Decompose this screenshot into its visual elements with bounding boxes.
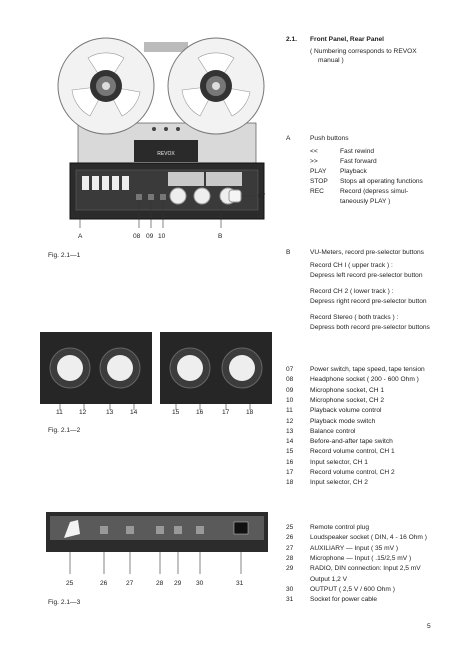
push-button-desc: taneously PLAY ) <box>340 198 391 205</box>
list-item-number: 27 <box>286 544 294 552</box>
list-item-number: 12 <box>286 417 294 425</box>
fig3-label-29: 29 <box>174 580 182 587</box>
list-item-number: 17 <box>286 469 294 476</box>
push-button-desc: Stops all operating functions <box>340 178 423 185</box>
figure-tape-recorder <box>56 28 274 246</box>
push-button-code: PLAY <box>310 168 327 175</box>
list-item-text: Microphone — Input ( .15/2,5 mV ) <box>310 554 412 562</box>
fig3-label-31: 31 <box>236 580 244 587</box>
list-item-number: 25 <box>286 524 294 531</box>
fig3-label-28: 28 <box>156 580 164 587</box>
record-item-head: Record CH I ( upper track ) : <box>310 262 393 269</box>
list-item-text: Record volume control, CH 1 <box>310 448 395 456</box>
section-subtitle-1: ( Numbering corresponds to REVOX <box>310 48 417 55</box>
list-item-text: Remote control plug <box>310 524 370 531</box>
list-item-number: 10 <box>286 396 294 404</box>
list-item-number: 11 <box>286 407 293 415</box>
fig2-label-13: 13 <box>106 409 114 416</box>
list-item-text: Input selector, CH 2 <box>310 479 368 487</box>
push-button-code: >> <box>310 158 318 165</box>
list-item-text: Output 1,2 V <box>310 575 348 583</box>
record-item-body: Depress both record pre-selector buttons <box>310 324 430 331</box>
list-item-text: Balance control <box>310 427 356 435</box>
list-item-number: 16 <box>286 458 294 466</box>
list-item-number: 18 <box>286 479 294 487</box>
fig3-caption: Fig. 2.1—3 <box>48 599 81 606</box>
brand-logo: REVOX <box>157 151 175 157</box>
list-item-text: AUXILIARY — Input ( 35 mV ) <box>310 544 399 552</box>
figure-rear-panel <box>46 510 272 576</box>
push-button-code: << <box>310 148 318 155</box>
section-title: Front Panel, Rear Panel <box>310 36 385 43</box>
section-number: 2.1. <box>286 36 297 43</box>
push-button-desc: Playback <box>340 168 367 175</box>
section-b-letter: B <box>286 249 291 256</box>
push-button-code: STOP <box>310 178 328 185</box>
page-number: 5 <box>427 623 431 630</box>
list-item-number: 07 <box>286 366 294 373</box>
list-item-text: Before-and-after tape switch <box>310 438 393 446</box>
list-item-text: Input selector, CH 1 <box>310 458 368 466</box>
fig2-caption: Fig. 2.1—2 <box>48 427 81 434</box>
list-item-number: 08 <box>286 376 294 384</box>
list-item-number: 28 <box>286 554 294 562</box>
push-button-desc: Fast forward <box>340 158 377 165</box>
list-item-text: Playback volume control <box>310 407 382 415</box>
fig2-label-14: 14 <box>130 409 138 416</box>
list-item-text: Power switch, tape speed, tape tension <box>310 366 425 373</box>
fig3-label-25: 25 <box>66 580 74 587</box>
list-item-text: Loudspeaker socket ( DIN, 4 - 16 Ohm ) <box>310 534 427 542</box>
push-button-desc: Fast rewind <box>340 148 375 155</box>
list-item-number: 14 <box>286 438 294 446</box>
fig3-label-30: 30 <box>196 580 204 587</box>
list-item-text: Microphone socket, CH 1 <box>310 386 385 394</box>
fig2-label-15: 15 <box>172 409 180 416</box>
figure-control-knobs <box>40 330 274 410</box>
list-item-number: 15 <box>286 448 294 456</box>
fig3-label-27: 27 <box>126 580 134 587</box>
list-item-text: OUTPUT ( 2,5 V / 600 Ohm ) <box>310 585 395 593</box>
record-item-body: Depress left record pre-selector button <box>310 272 423 279</box>
fig2-label-17: 17 <box>222 409 230 416</box>
section-subtitle-2: manual ) <box>318 57 344 64</box>
push-button-code: REC <box>310 188 324 195</box>
list-item-number: 09 <box>286 386 294 394</box>
fig1-label-10: 10 <box>158 233 166 240</box>
list-item-number: 31 <box>286 596 294 604</box>
list-item-text: Playback mode switch <box>310 417 376 425</box>
list-item-number: 29 <box>286 565 294 573</box>
fig1-label-a: A <box>78 233 83 240</box>
list-item-text: RADIO, DIN connection: Input 2,5 mV <box>310 565 421 573</box>
list-item-text: Socket for power cable <box>310 596 378 604</box>
fig2-label-18: 18 <box>246 409 254 416</box>
fig1-label-b: B <box>218 233 223 240</box>
fig1-label-07: 07 <box>258 193 266 200</box>
list-item-text: Microphone socket, CH 2 <box>310 396 385 404</box>
list-item-number: 13 <box>286 427 294 435</box>
push-button-desc: Record (depress simul- <box>340 188 409 195</box>
fig3-label-26: 26 <box>100 580 108 587</box>
record-item-head: Record Stereo ( both tracks ) : <box>310 314 399 321</box>
fig1-label-08: 08 <box>133 233 141 240</box>
record-item-head: Record CH 2 ( lower track ) : <box>310 288 394 295</box>
fig2-label-12: 12 <box>79 409 87 416</box>
list-item-text: Headphone socket ( 200 - 600 Ohm ) <box>310 376 419 384</box>
list-item-number: 26 <box>286 534 294 542</box>
section-a-title: Push buttons <box>310 135 349 142</box>
list-item-number: 30 <box>286 585 294 593</box>
fig1-label-09: 09 <box>146 233 154 240</box>
record-item-body: Depress right record pre-selector button <box>310 298 427 305</box>
list-item-text: Record volume control, CH 2 <box>310 469 395 476</box>
section-b-title: VU-Meters, record pre-selector buttons <box>310 249 424 256</box>
fig2-label-11: 11 <box>56 409 63 416</box>
fig2-label-16: 16 <box>196 409 204 416</box>
section-a-letter: A <box>286 135 291 142</box>
fig1-caption: Fig. 2.1—1 <box>48 252 81 259</box>
